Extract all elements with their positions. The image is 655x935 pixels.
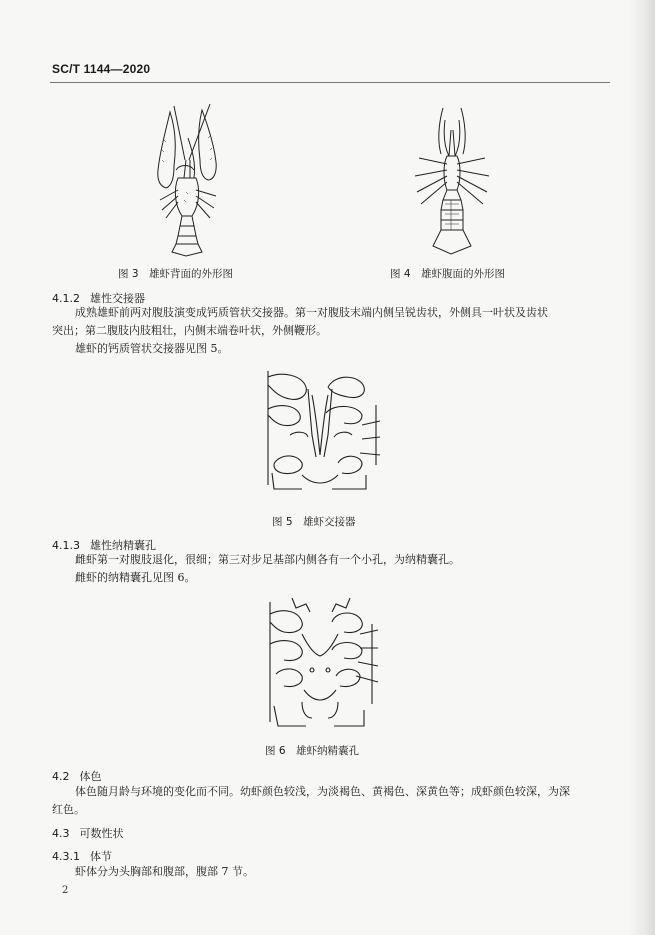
figure-4-image xyxy=(405,100,500,260)
figure-4-caption: 图 4 雄虾腹面的外形图 xyxy=(390,268,506,280)
figure-5-caption: 图 5 雄虾交接器 xyxy=(272,516,356,528)
figure-3-caption: 图 3 雄虾背面的外形图 xyxy=(118,268,234,280)
figure-6-caption: 图 6 雄虾纳精囊孔 xyxy=(265,745,360,757)
page-number: 2 xyxy=(62,885,69,896)
figure-5-image xyxy=(262,365,382,495)
section-title: 可数性状 xyxy=(79,827,124,840)
paragraph-4-1-2-line2: 突出；第二腹肢内肢粗壮，内侧末端卷叶状，外侧鞭形。 xyxy=(52,324,327,337)
scan-edge-shadow xyxy=(628,0,655,935)
section-title: 雄性纳精囊孔 xyxy=(90,539,156,552)
paragraph-4-3-1: 虾体分为头胸部和腹部，腹部 7 节。 xyxy=(75,865,254,878)
header-rule xyxy=(50,82,610,83)
section-number: 4.3.1 xyxy=(52,850,80,863)
section-number: 4.3 xyxy=(52,827,70,840)
standard-code: SC/T 1144—2020 xyxy=(52,62,151,76)
paragraph-4-2-line2: 红色。 xyxy=(52,803,85,816)
paragraph-4-2-line1: 体色随月龄与环境的变化而不同。幼虾颜色较浅，为淡褐色、黄褐色、深黄色等；成虾颜色较深，为深 xyxy=(75,785,570,798)
section-heading-4-3 xyxy=(52,825,124,841)
section-title: 体色 xyxy=(79,770,102,783)
paragraph-4-1-3: 雌虾第一对腹肢退化，很细；第三对步足基部内侧各有一个小孔，为纳精囊孔。 xyxy=(75,553,460,566)
section-number: 4.1.3 xyxy=(52,539,80,552)
section-number: 4.1.2 xyxy=(52,292,80,305)
figure-6-image xyxy=(262,594,380,732)
paragraph-4-1-3-ref: 雌虾的纳精囊孔见图 6。 xyxy=(75,571,196,584)
section-title: 雄性交接器 xyxy=(90,292,145,305)
paragraph-4-1-2-ref: 雄虾的钙质管状交接器见图 5。 xyxy=(75,342,229,355)
paragraph-4-1-2-line1: 成熟雄虾前两对腹肢演变成钙质管状交接器。第一对腹肢末端内侧呈锐齿状，外侧具一叶状及齿状 xyxy=(75,306,548,319)
section-number: 4.2 xyxy=(52,770,70,783)
section-title: 体节 xyxy=(90,850,112,863)
figure-3-image xyxy=(130,100,240,260)
